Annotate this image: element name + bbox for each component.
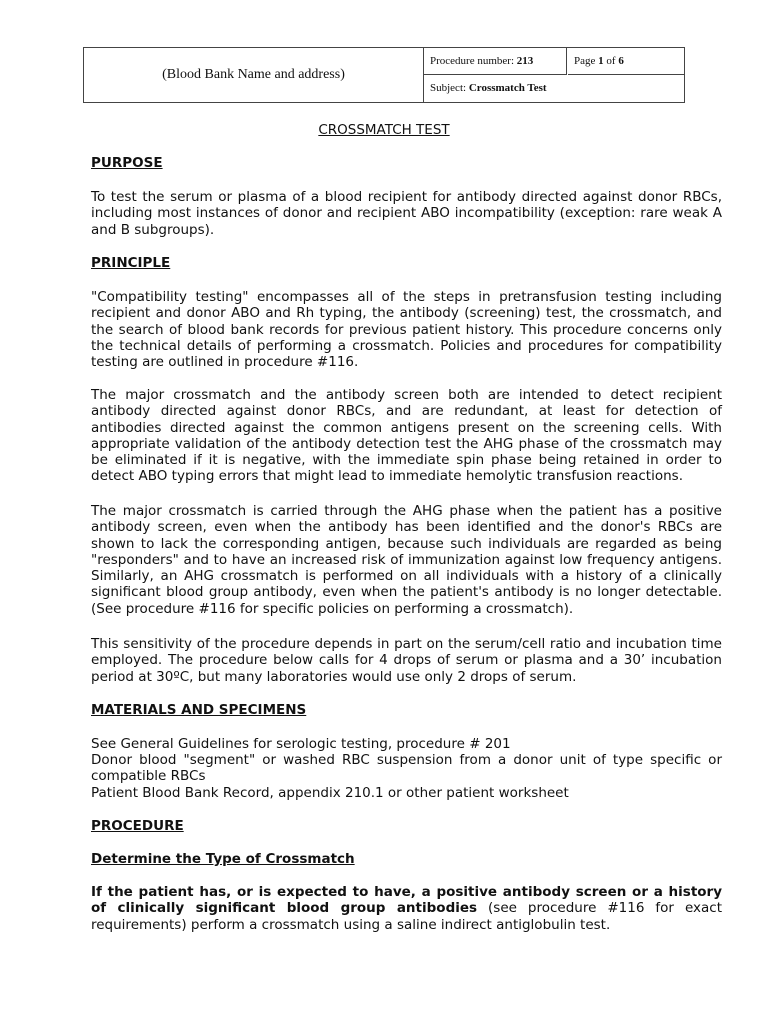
materials-line-3: Patient Blood Bank Record, appendix 210.1 or other patient worksheet <box>91 785 569 801</box>
procedure-number-value: 213 <box>516 55 534 67</box>
subject-cell <box>424 76 684 102</box>
subject-value: Crossmatch Test <box>468 82 547 94</box>
page-current: 1 <box>598 55 604 67</box>
principle-heading: PRINCIPLE <box>91 255 171 271</box>
principle-paragraph-1: "Compatibility testing" encompasses all of the steps in pretransfusion testing including recipient and donor ABO and Rh typing, the antibody (screening) test, the crossmatch, and the search of blood bank records for previous patient history. This procedure concerns only the technical details of performing a crossmatch. Policies and procedures for compatibility testing are outlined in procedure #116. <box>91 289 722 371</box>
procedure-subheading: Determine the Type of Crossmatch <box>91 851 355 867</box>
purpose-text: To test the serum or plasma of a blood recipient for antibody directed against donor RBCs, including most instances of donor and recipient ABO incompatibility (exception: rare weak A and B subgroups). <box>91 189 722 238</box>
header-table <box>83 47 685 103</box>
subject-label: Subject: <box>430 82 469 94</box>
principle-paragraph-4: This sensitivity of the procedure depends in part on the serum/cell ratio and incubation time employed. The procedure below calls for 4 drops of serum or plasma and a 30’ incubation period at 30ºC, but many laboratories would use only 2 drops of serum. <box>91 636 722 685</box>
page-total: 6 <box>618 55 624 67</box>
procedure-number-label: Procedure number: <box>430 55 517 67</box>
principle-paragraph-3: The major crossmatch is carried through the AHG phase when the patient has a positive antibody screen, even when the antibody has been identified and the donor's RBCs are shown to lack the corresponding antigen, because such individuals are regarded as being "responders" and to have an increased risk of immunization against low frequency antigens. Similarly, an AHG crossmatch is performed on all individuals with a history of a clinically significant blood group antibody, even when the patient's antibody is no longer detectable. (See procedure #116 for specific policies on performing a crossmatch). <box>91 503 722 617</box>
materials-line-2: Donor blood "segment" or washed RBC suspension from a donor unit of type specific or compatible RBCs <box>91 752 722 785</box>
page-label: Page <box>574 55 599 67</box>
materials-heading: MATERIALS AND SPECIMENS <box>91 702 307 718</box>
page-of: of <box>603 55 619 67</box>
procedure-instruction-rest: (see procedure #116 for exact requirements) perform a crossmatch using a saline indirect antiglobulin test. <box>91 900 722 933</box>
procedure-heading: PROCEDURE <box>91 818 184 834</box>
procedure-number-cell <box>424 48 567 75</box>
document-title: CROSSMATCH TEST <box>318 122 450 138</box>
blood-bank-name: (Blood Bank Name and address) <box>84 48 424 102</box>
principle-paragraph-2: The major crossmatch and the antibody screen both are intended to detect recipient antibody directed against donor RBCs, and are redundant, at least for detection of antibodies directed against the common antigens present on the screening cells. With appropriate validation of the antibody detection test the AHG phase of the crossmatch may be eliminated if it is negative, with the immediate spin phase being retained in order to detect ABO typing errors that might lead to immediate hemolytic transfusion reactions. <box>91 387 722 485</box>
procedure-instruction-bold: If the patient has, or is expected to have, a positive antibody screen or a history of clinically significant blood group antibodies <box>91 884 722 917</box>
purpose-heading: PURPOSE <box>91 155 163 171</box>
procedure-instruction <box>91 884 722 933</box>
materials-line-1: See General Guidelines for serologic testing, procedure # 201 <box>91 736 511 752</box>
page-number-cell <box>568 48 684 75</box>
